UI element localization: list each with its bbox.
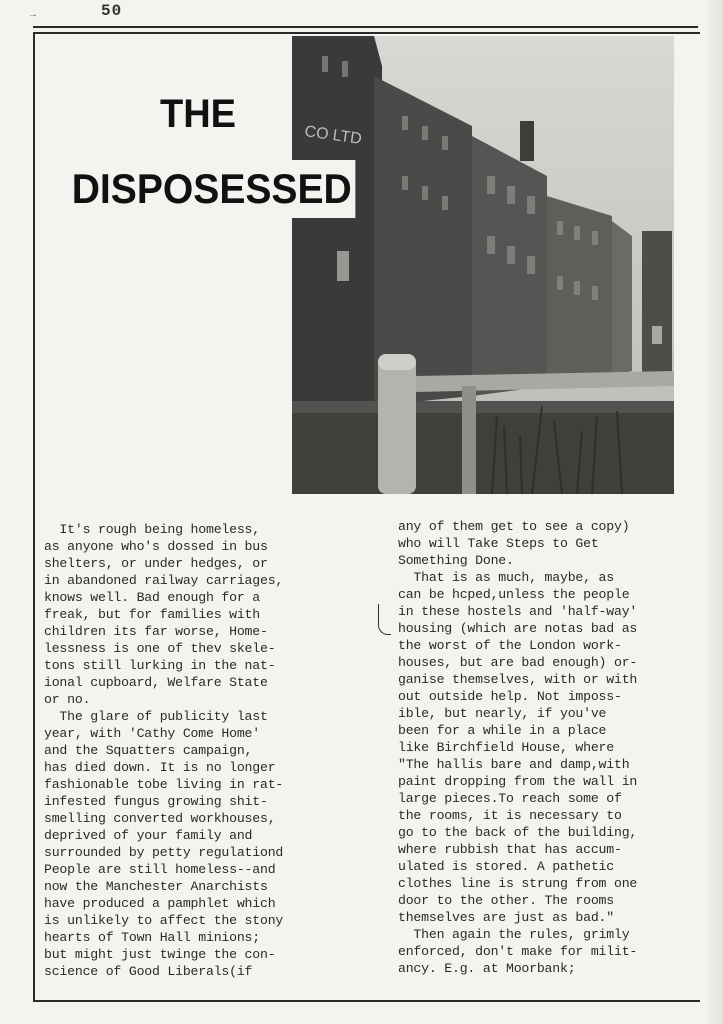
text-line: the worst of the London work- bbox=[398, 638, 622, 653]
building-photo-icon bbox=[292, 36, 674, 494]
text-line: ible, but nearly, if you've bbox=[398, 706, 607, 721]
text-line: fashionable tobe living in rat- bbox=[44, 777, 284, 792]
text-line: large pieces.To reach some of bbox=[398, 791, 622, 806]
text-line: The glare of publicity last bbox=[44, 709, 268, 724]
text-line: clothes line is strung from one bbox=[398, 876, 638, 891]
text-line: ulated is stored. A pathetic bbox=[398, 859, 614, 874]
text-line: but might just twinge the con- bbox=[44, 947, 276, 962]
text-line: That is as much, maybe, as bbox=[398, 570, 614, 585]
text-line: People are still homeless--and bbox=[44, 862, 276, 877]
text-line: who will Take Steps to Get bbox=[398, 536, 599, 551]
text-line: children its far worse, Home- bbox=[44, 624, 268, 639]
text-line: the rooms, it is necessary to bbox=[398, 808, 622, 823]
text-line: is unlikely to affect the stony bbox=[44, 913, 284, 928]
text-line: been for a while in a place bbox=[398, 723, 607, 738]
text-line: freak, but for families with bbox=[44, 607, 260, 622]
page-number: 50 bbox=[101, 2, 123, 20]
text-line: door to the other. The rooms bbox=[398, 893, 614, 908]
article-column-right bbox=[398, 518, 698, 977]
text-line: have produced a pamphlet which bbox=[44, 896, 276, 911]
text-line: or no. bbox=[44, 692, 91, 707]
text-line: has died down. It is no longer bbox=[44, 760, 276, 775]
text-line: enforced, don't make for milit- bbox=[398, 944, 638, 959]
text-line: Something Done. bbox=[398, 553, 514, 568]
text-line: as anyone who's dossed in bus bbox=[44, 539, 268, 554]
text-line: lessness is one of thev skele- bbox=[44, 641, 276, 656]
photo-sign-text: CO LTD bbox=[303, 123, 363, 148]
text-line: ional cupboard, Welfare State bbox=[44, 675, 268, 690]
text-line: year, with 'Cathy Come Home' bbox=[44, 726, 260, 741]
headline-title: DISPOSESSED bbox=[68, 160, 355, 218]
text-line: like Birchfield House, where bbox=[398, 740, 614, 755]
text-line: out outside help. Not imposs- bbox=[398, 689, 622, 704]
text-line: any of them get to see a copy) bbox=[398, 519, 630, 534]
text-line: can be hcped,unless the people bbox=[398, 587, 630, 602]
text-line: knows well. Bad enough for a bbox=[44, 590, 260, 605]
text-line: Then again the rules, grimly bbox=[398, 927, 630, 942]
text-line: housing (which are notas bad as bbox=[398, 621, 638, 636]
text-line: smelling converted workhouses, bbox=[44, 811, 276, 826]
text-line: shelters, or under hedges, or bbox=[44, 556, 268, 571]
text-line: science of Good Liberals(if bbox=[44, 964, 253, 979]
article-column-left bbox=[44, 521, 334, 980]
text-line: go to the back of the building, bbox=[398, 825, 638, 840]
corner-mark: → bbox=[30, 10, 37, 21]
text-line: themselves are just as bad." bbox=[398, 910, 614, 925]
headline-the: THE bbox=[160, 92, 236, 136]
text-line: in these hostels and 'half-way' bbox=[398, 604, 638, 619]
text-line: "The hallis bare and damp,with bbox=[398, 757, 630, 772]
building-photo bbox=[292, 36, 674, 494]
text-line: infested fungus growing shit- bbox=[44, 794, 268, 809]
text-line: in abandoned railway carriages, bbox=[44, 573, 284, 588]
text-line: houses, but are bad enough) or- bbox=[398, 655, 638, 670]
text-line: deprived of your family and bbox=[44, 828, 253, 843]
text-line: ganise themselves, with or with bbox=[398, 672, 638, 687]
text-line: and the Squatters campaign, bbox=[44, 743, 253, 758]
margin-bracket-mark bbox=[378, 604, 391, 635]
text-line: hearts of Town Hall minions; bbox=[44, 930, 260, 945]
text-line: surrounded by petty regulationd bbox=[44, 845, 284, 860]
text-line: where rubbish that has accum- bbox=[398, 842, 622, 857]
frame-top-rule bbox=[33, 26, 698, 28]
page-edge-shadow bbox=[705, 0, 723, 1024]
text-line: now the Manchester Anarchists bbox=[44, 879, 268, 894]
text-line: ancy. E.g. at Moorbank; bbox=[398, 961, 576, 976]
text-line: It's rough being homeless, bbox=[44, 522, 260, 537]
text-line: paint dropping from the wall in bbox=[398, 774, 638, 789]
text-line: tons still lurking in the nat- bbox=[44, 658, 276, 673]
